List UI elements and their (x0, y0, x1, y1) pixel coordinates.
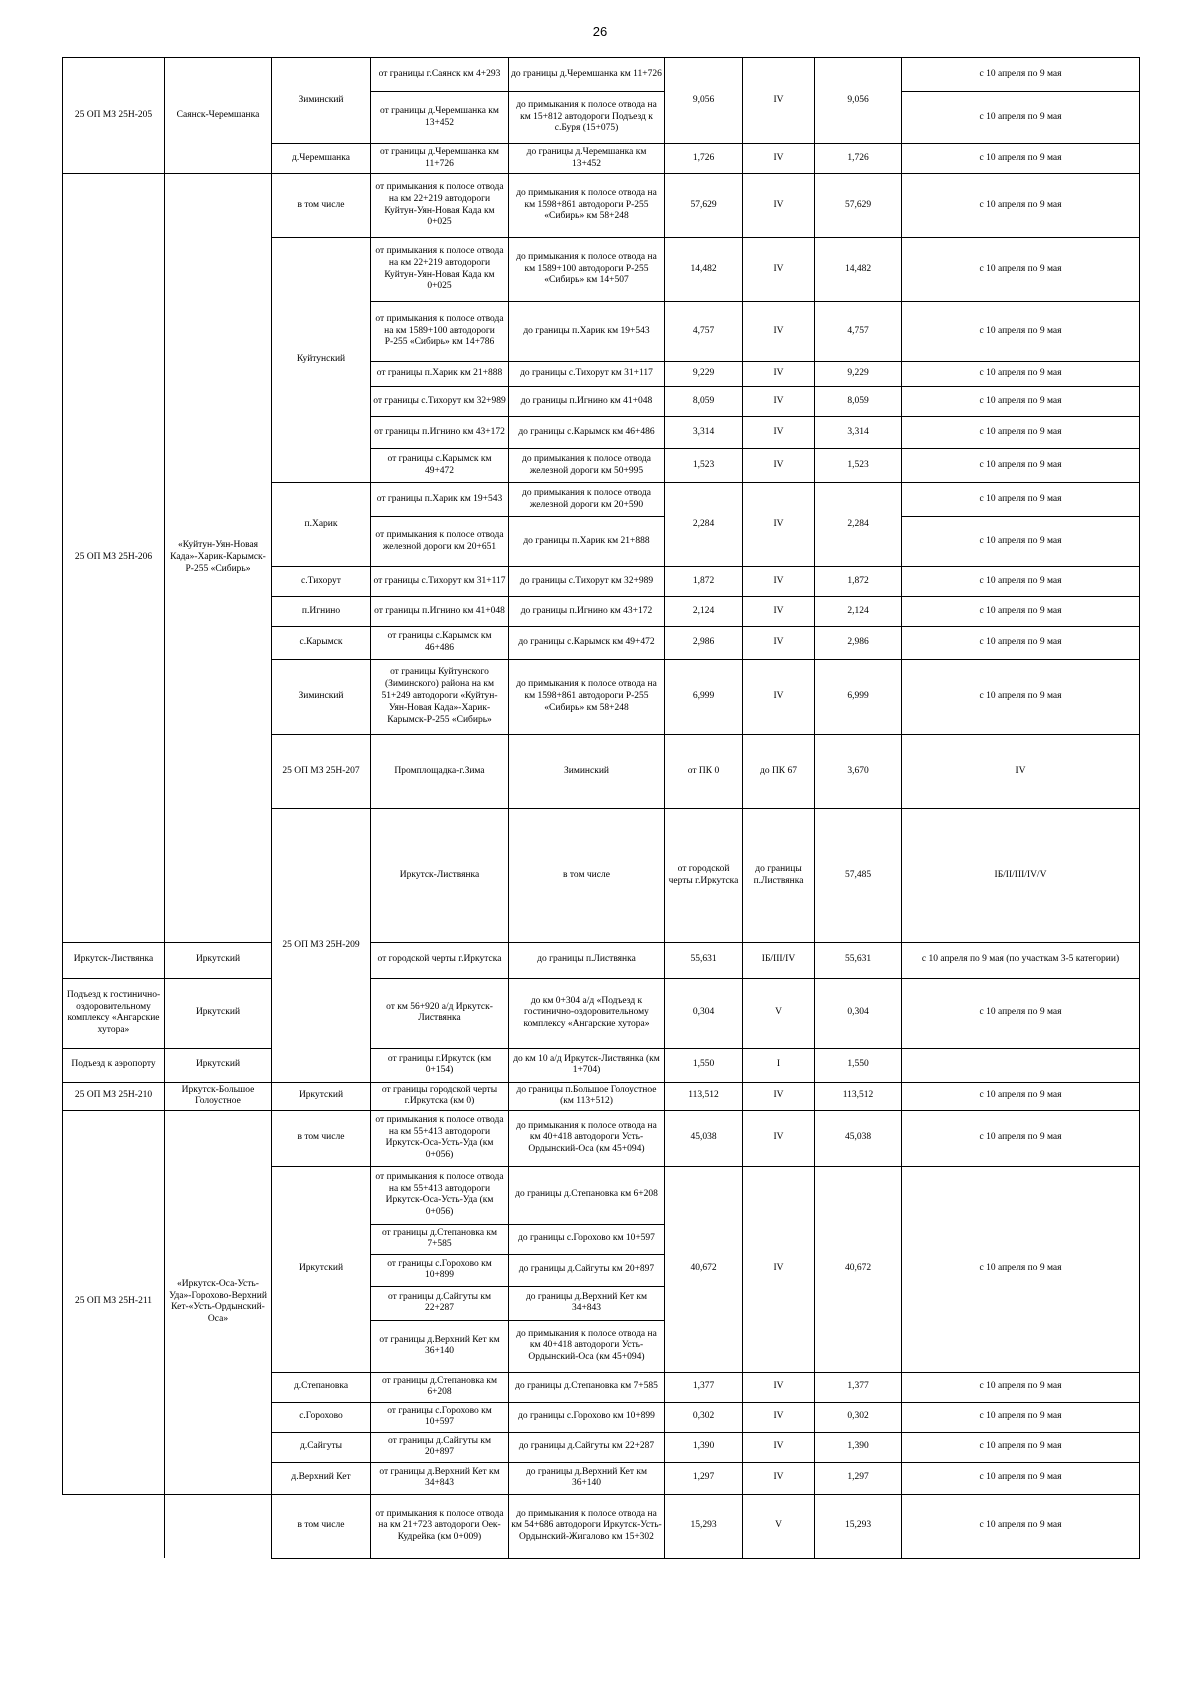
table-cell: от границы с.Тихорут км 32+989 (371, 387, 509, 417)
table-cell: Промплощадка-г.Зима (371, 735, 509, 809)
table-cell: 3,670 (815, 735, 902, 809)
table-cell: с 10 апреля по 9 мая (902, 978, 1140, 1048)
table-cell: 1,297 (665, 1462, 743, 1494)
table-cell: 1,550 (665, 1048, 743, 1082)
table-cell: от границы д.Верхний Кет км 36+140 (371, 1320, 509, 1372)
table-cell: от городской черты г.Иркутска (371, 942, 509, 978)
table-cell: с 10 апреля по 9 мая (902, 483, 1140, 517)
table-cell: 45,038 (665, 1110, 743, 1166)
table-cell: с 10 апреля по 9 мая (902, 144, 1140, 174)
table-cell: IV (743, 417, 815, 449)
table-cell (165, 1494, 272, 1558)
table-cell: с 10 апреля по 9 мая (902, 517, 1140, 567)
table-cell: Иркутский (165, 942, 272, 978)
table-cell: IV (902, 735, 1140, 809)
table-cell: I (743, 1048, 815, 1082)
table-cell: до границы д.Сайгуты км 22+287 (509, 1432, 665, 1462)
table-cell: от км 56+920 а/д Иркутск-Листвянка (371, 978, 509, 1048)
table-cell: от границы д.Черемшанка км 11+726 (371, 144, 509, 174)
table-cell: 57,629 (815, 174, 902, 238)
table-cell: до примыкания к полосе отвода на км 15+812 автодороги Подъезд к с.Буря (15+075) (509, 92, 665, 144)
table-cell: Иркутский (165, 1048, 272, 1082)
table-cell: с 10 апреля по 9 мая (902, 597, 1140, 627)
table-cell: 55,631 (815, 942, 902, 978)
table-cell: д.Верхний Кет (272, 1462, 371, 1494)
table-cell: Иркутск-Листвянка (371, 809, 509, 943)
table-cell: 6,999 (665, 660, 743, 735)
table-cell: IV (743, 1402, 815, 1432)
table-cell: 40,672 (665, 1166, 743, 1372)
table-cell: с.Тихорут (272, 567, 371, 597)
table-cell: до ПК 67 (743, 735, 815, 809)
table-row (63, 1110, 1140, 1166)
table-cell: IV (743, 362, 815, 387)
table-cell: с 10 апреля по 9 мая (902, 449, 1140, 483)
table-cell (63, 1494, 165, 1558)
table-row (63, 58, 1140, 92)
table-cell: от городской черты г.Иркутска (665, 809, 743, 943)
table-cell: 2,124 (665, 597, 743, 627)
table-cell: до границы д.Верхний Кет км 36+140 (509, 1462, 665, 1494)
table-cell: 57,629 (665, 174, 743, 238)
table-cell: 1,523 (815, 449, 902, 483)
table-cell: Подъезд к аэропорту (63, 1048, 165, 1082)
table-cell: от границы с.Горохово км 10+597 (371, 1402, 509, 1432)
table-cell: 9,056 (665, 58, 743, 144)
table-cell: до границы п.Харик км 21+888 (509, 517, 665, 567)
table-cell: IV (743, 660, 815, 735)
table-cell: до границы с.Карымск км 49+472 (509, 627, 665, 660)
table-cell: в том числе (272, 1110, 371, 1166)
table-cell: 113,512 (665, 1082, 743, 1110)
table-cell: до примыкания к полосе отвода железной дороги км 50+995 (509, 449, 665, 483)
table-cell: IV (743, 174, 815, 238)
table-cell: IV (743, 387, 815, 417)
table-cell: IV (743, 567, 815, 597)
table-cell: с 10 апреля по 9 мая (902, 58, 1140, 92)
table-cell: п.Игнино (272, 597, 371, 627)
page-number: 26 (592, 24, 608, 39)
table-cell: с.Горохово (272, 1402, 371, 1432)
table-cell: 1,390 (815, 1432, 902, 1462)
table-cell: 3,314 (665, 417, 743, 449)
table-cell: от границы с.Карымск км 46+486 (371, 627, 509, 660)
table-cell: IV (743, 1082, 815, 1110)
table-cell: 25 ОП МЗ 25Н-210 (63, 1082, 165, 1110)
table-cell: 1,726 (815, 144, 902, 174)
table-cell: «Куйтун-Уян-Новая Када»-Харик-Карымск-Р-255 «Сибирь» (165, 174, 272, 943)
table-row (63, 174, 1140, 238)
table-cell: 15,293 (815, 1494, 902, 1558)
table-cell: от границы г.Иркутск (км 0+154) (371, 1048, 509, 1082)
table-cell: от примыкания к полосе отвода на км 1589+100 автодороги Р-255 «Сибирь» км 14+786 (371, 302, 509, 362)
table-cell: 6,999 (815, 660, 902, 735)
table-cell: от границы п.Харик км 21+888 (371, 362, 509, 387)
table-cell: 25 ОП МЗ 25Н-211 (63, 1110, 165, 1494)
table-body (63, 58, 1140, 1559)
table-cell: до примыкания к полосе отвода железной дороги км 20+590 (509, 483, 665, 517)
table-cell: в том числе (509, 809, 665, 943)
table-cell: д.Сайгуты (272, 1432, 371, 1462)
table-row (63, 1082, 1140, 1110)
table-cell: до границы д.Степановка км 7+585 (509, 1372, 665, 1402)
table-cell: IV (743, 483, 815, 567)
table-row (63, 1048, 1140, 1082)
table-cell: от границы п.Харик км 19+543 (371, 483, 509, 517)
table-cell: с 10 апреля по 9 мая (902, 567, 1140, 597)
table-cell: от примыкания к полосе отвода на км 22+219 автодороги Куйтун-Уян-Новая Када км 0+025 (371, 238, 509, 302)
table-cell: от границы д.Черемшанка км 13+452 (371, 92, 509, 144)
table-cell: с 10 апреля по 9 мая (902, 1402, 1140, 1432)
table-cell: IV (743, 58, 815, 144)
table-cell: 25 ОП МЗ 25Н-209 (272, 809, 371, 1083)
table-cell: от примыкания к полосе отвода на км 22+219 автодороги Куйтун-Уян-Новая Када км 0+025 (371, 174, 509, 238)
table-cell: «Иркутск-Оса-Усть-Уда»-Горохово-Верхний Кет-«Усть-Ордынский-Оса» (165, 1110, 272, 1494)
table-cell: 57,485 (815, 809, 902, 943)
table-cell: 0,304 (815, 978, 902, 1048)
table-cell: 1,523 (665, 449, 743, 483)
table-cell: от границы д.Верхний Кет км 34+843 (371, 1462, 509, 1494)
table-cell: IБ/II/III/IV/V (902, 809, 1140, 943)
table-cell: от примыкания к полосе отвода железной дороги км 20+651 (371, 517, 509, 567)
table-row (63, 942, 1140, 978)
table-cell: 40,672 (815, 1166, 902, 1372)
table-cell: до границы с.Карымск км 46+486 (509, 417, 665, 449)
table-cell: до границы п.Большое Голоустное (км 113+512) (509, 1082, 665, 1110)
table-cell: до границы п.Игнино км 41+048 (509, 387, 665, 417)
table-cell: д.Черемшанка (272, 144, 371, 174)
table-cell: 2,986 (665, 627, 743, 660)
table-cell: от границы г.Саянск км 4+293 (371, 58, 509, 92)
table-cell: Зиминский (272, 58, 371, 144)
roads-table (62, 57, 1140, 1559)
table-cell: от границы п.Игнино км 41+048 (371, 597, 509, 627)
table-cell: 1,377 (815, 1372, 902, 1402)
table-cell: 9,229 (665, 362, 743, 387)
table-cell: до границы д.Сайгуты км 20+897 (509, 1254, 665, 1286)
table-cell: 0,302 (665, 1402, 743, 1432)
table-cell: Иркутск-Листвянка (63, 942, 165, 978)
table-cell: до границы с.Горохово км 10+597 (509, 1224, 665, 1254)
table-cell: до км 0+304 а/д «Подъезд к гостинично-оздоровительному комплексу «Ангарские хутора» (509, 978, 665, 1048)
table-cell: до примыкания к полосе отвода на км 40+418 автодороги Усть-Ордынский-Оса (км 45+094) (509, 1110, 665, 1166)
table-cell: IV (743, 144, 815, 174)
table-cell: с 10 апреля по 9 мая (902, 1462, 1140, 1494)
table-cell: с 10 апреля по 9 мая (902, 627, 1140, 660)
table-cell: с.Карымск (272, 627, 371, 660)
table-cell: д.Степановка (272, 1372, 371, 1402)
table-cell: от границы с.Горохово км 10+899 (371, 1254, 509, 1286)
table-cell: 25 ОП МЗ 25Н-207 (272, 735, 371, 809)
table-cell: 45,038 (815, 1110, 902, 1166)
table-cell: до примыкания к полосе отвода на км 1598+861 автодороги Р-255 «Сибирь» км 58+248 (509, 660, 665, 735)
table-cell: с 10 апреля по 9 мая (по участкам 3-5 категории) (902, 942, 1140, 978)
table-cell: п.Харик (272, 483, 371, 567)
table-cell: от границы д.Сайгуты км 20+897 (371, 1432, 509, 1462)
table-cell: IV (743, 1462, 815, 1494)
table-cell: от границы п.Игнино км 43+172 (371, 417, 509, 449)
table-cell: от ПК 0 (665, 735, 743, 809)
table-cell: IV (743, 1110, 815, 1166)
table-cell: до границы д.Верхний Кет км 34+843 (509, 1286, 665, 1320)
table-cell: 1,377 (665, 1372, 743, 1402)
table-cell: до границы п.Игнино км 43+172 (509, 597, 665, 627)
table-cell: с 10 апреля по 9 мая (902, 1166, 1140, 1372)
table-cell: с 10 апреля по 9 мая (902, 174, 1140, 238)
table-cell: 0,304 (665, 978, 743, 1048)
table-cell: 2,284 (665, 483, 743, 567)
table-cell: от границы д.Степановка км 7+585 (371, 1224, 509, 1254)
table-cell: с 10 апреля по 9 мая (902, 1110, 1140, 1166)
table-cell: 1,872 (665, 567, 743, 597)
table-cell: 9,229 (815, 362, 902, 387)
table-cell: 1,297 (815, 1462, 902, 1494)
table-cell: 4,757 (815, 302, 902, 362)
table-cell: от границы Куйтунского (Зиминского) района на км 51+249 автодороги «Куйтун-Уян-Новая Када»-Харик-Карымск-Р-255 «Сибирь» (371, 660, 509, 735)
table-cell: в том числе (272, 174, 371, 238)
table-cell: до границы д.Черемшанка км 13+452 (509, 144, 665, 174)
table-cell: IV (743, 238, 815, 302)
table-cell: с 10 апреля по 9 мая (902, 417, 1140, 449)
table-cell: до границы п.Листвянка (509, 942, 665, 978)
table-cell: Иркутский (165, 978, 272, 1048)
table-cell: 2,986 (815, 627, 902, 660)
table-cell: 15,293 (665, 1494, 743, 1558)
table-cell: IV (743, 1432, 815, 1462)
table-cell: до примыкания к полосе отвода на км 1589+100 автодороги Р-255 «Сибирь» км 14+507 (509, 238, 665, 302)
table-cell: с 10 апреля по 9 мая (902, 1082, 1140, 1110)
table-cell: 8,059 (665, 387, 743, 417)
table-cell: 55,631 (665, 942, 743, 978)
table-cell: с 10 апреля по 9 мая (902, 1372, 1140, 1402)
table-cell: 9,056 (815, 58, 902, 144)
table-cell: V (743, 978, 815, 1048)
table-cell: 1,390 (665, 1432, 743, 1462)
table-cell: 3,314 (815, 417, 902, 449)
table-cell: 25 ОП МЗ 25Н-205 (63, 58, 165, 174)
table-cell: в том числе (272, 1494, 371, 1558)
table-cell: 1,872 (815, 567, 902, 597)
table-cell: V (743, 1494, 815, 1558)
table-cell: с 10 апреля по 9 мая (902, 92, 1140, 144)
table-cell: до границы п.Листвянка (743, 809, 815, 943)
table-cell: от границы городской черты г.Иркутска (км 0) (371, 1082, 509, 1110)
table-cell: от примыкания к полосе отвода на км 21+723 автодороги Оек-Кудрейка (км 0+009) (371, 1494, 509, 1558)
table-row (63, 1494, 1140, 1558)
table-cell: от границы д.Степановка км 6+208 (371, 1372, 509, 1402)
table-cell: 113,512 (815, 1082, 902, 1110)
table-cell: Саянск-Черемшанка (165, 58, 272, 174)
table-cell: Зиминский (272, 660, 371, 735)
table-cell: IБ/III/IV (743, 942, 815, 978)
table-row (63, 978, 1140, 1048)
table-cell: до примыкания к полосе отвода на км 54+686 автодороги Иркутск-Усть-Ордынский-Жигалово км 15+302 (509, 1494, 665, 1558)
table-cell: до границы с.Тихорут км 32+989 (509, 567, 665, 597)
table-cell: IV (743, 1372, 815, 1402)
table-cell: от границы с.Карымск км 49+472 (371, 449, 509, 483)
table-cell: IV (743, 1166, 815, 1372)
table-cell: 4,757 (665, 302, 743, 362)
table-cell: от примыкания к полосе отвода на км 55+413 автодороги Иркутск-Оса-Усть-Уда (км 0+056) (371, 1110, 509, 1166)
table-cell: до примыкания к полосе отвода на км 1598+861 автодороги Р-255 «Сибирь» км 58+248 (509, 174, 665, 238)
table-cell: Подъезд к гостинично-оздоровительному комплексу «Ангарские хутора» (63, 978, 165, 1048)
table-cell: 25 ОП МЗ 25Н-206 (63, 174, 165, 943)
table-cell: с 10 апреля по 9 мая (902, 1494, 1140, 1558)
table-cell: 1,550 (815, 1048, 902, 1082)
table-cell: Иркутск-Большое Голоустное (165, 1082, 272, 1110)
table-cell: IV (743, 302, 815, 362)
table-cell: Иркутский (272, 1166, 371, 1372)
table-cell: с 10 апреля по 9 мая (902, 387, 1140, 417)
table-cell: до границы д.Степановка км 6+208 (509, 1166, 665, 1224)
table-cell: до границы с.Тихорут км 31+117 (509, 362, 665, 387)
table-cell: IV (743, 597, 815, 627)
table-cell: с 10 апреля по 9 мая (902, 302, 1140, 362)
table-cell: с 10 апреля по 9 мая (902, 238, 1140, 302)
table-cell: от примыкания к полосе отвода на км 55+413 автодороги Иркутск-Оса-Усть-Уда (км 0+056) (371, 1166, 509, 1224)
table-cell: Зиминский (509, 735, 665, 809)
table-cell: до границы п.Харик км 19+543 (509, 302, 665, 362)
table-cell: 14,482 (665, 238, 743, 302)
table-cell (902, 1048, 1140, 1082)
table-cell: IV (743, 627, 815, 660)
table-cell: 2,284 (815, 483, 902, 567)
table-cell: до км 10 а/д Иркутск-Листвянка (км 1+704) (509, 1048, 665, 1082)
table-cell: от границы д.Сайгуты км 22+287 (371, 1286, 509, 1320)
table-cell: IV (743, 449, 815, 483)
table-cell: с 10 апреля по 9 мая (902, 1432, 1140, 1462)
table-cell: Иркутский (272, 1082, 371, 1110)
table-cell: Куйтунский (272, 238, 371, 483)
table-cell: 14,482 (815, 238, 902, 302)
table-cell: до границы с.Горохово км 10+899 (509, 1402, 665, 1432)
table-cell: 8,059 (815, 387, 902, 417)
table-cell: от границы с.Тихорут км 31+117 (371, 567, 509, 597)
table-cell: с 10 апреля по 9 мая (902, 660, 1140, 735)
table-cell: до примыкания к полосе отвода на км 40+418 автодороги Усть-Ордынский-Оса (км 45+094) (509, 1320, 665, 1372)
table-cell: с 10 апреля по 9 мая (902, 362, 1140, 387)
table-cell: 1,726 (665, 144, 743, 174)
table-cell: 2,124 (815, 597, 902, 627)
table-cell: 0,302 (815, 1402, 902, 1432)
table-cell: до границы д.Черемшанка км 11+726 (509, 58, 665, 92)
